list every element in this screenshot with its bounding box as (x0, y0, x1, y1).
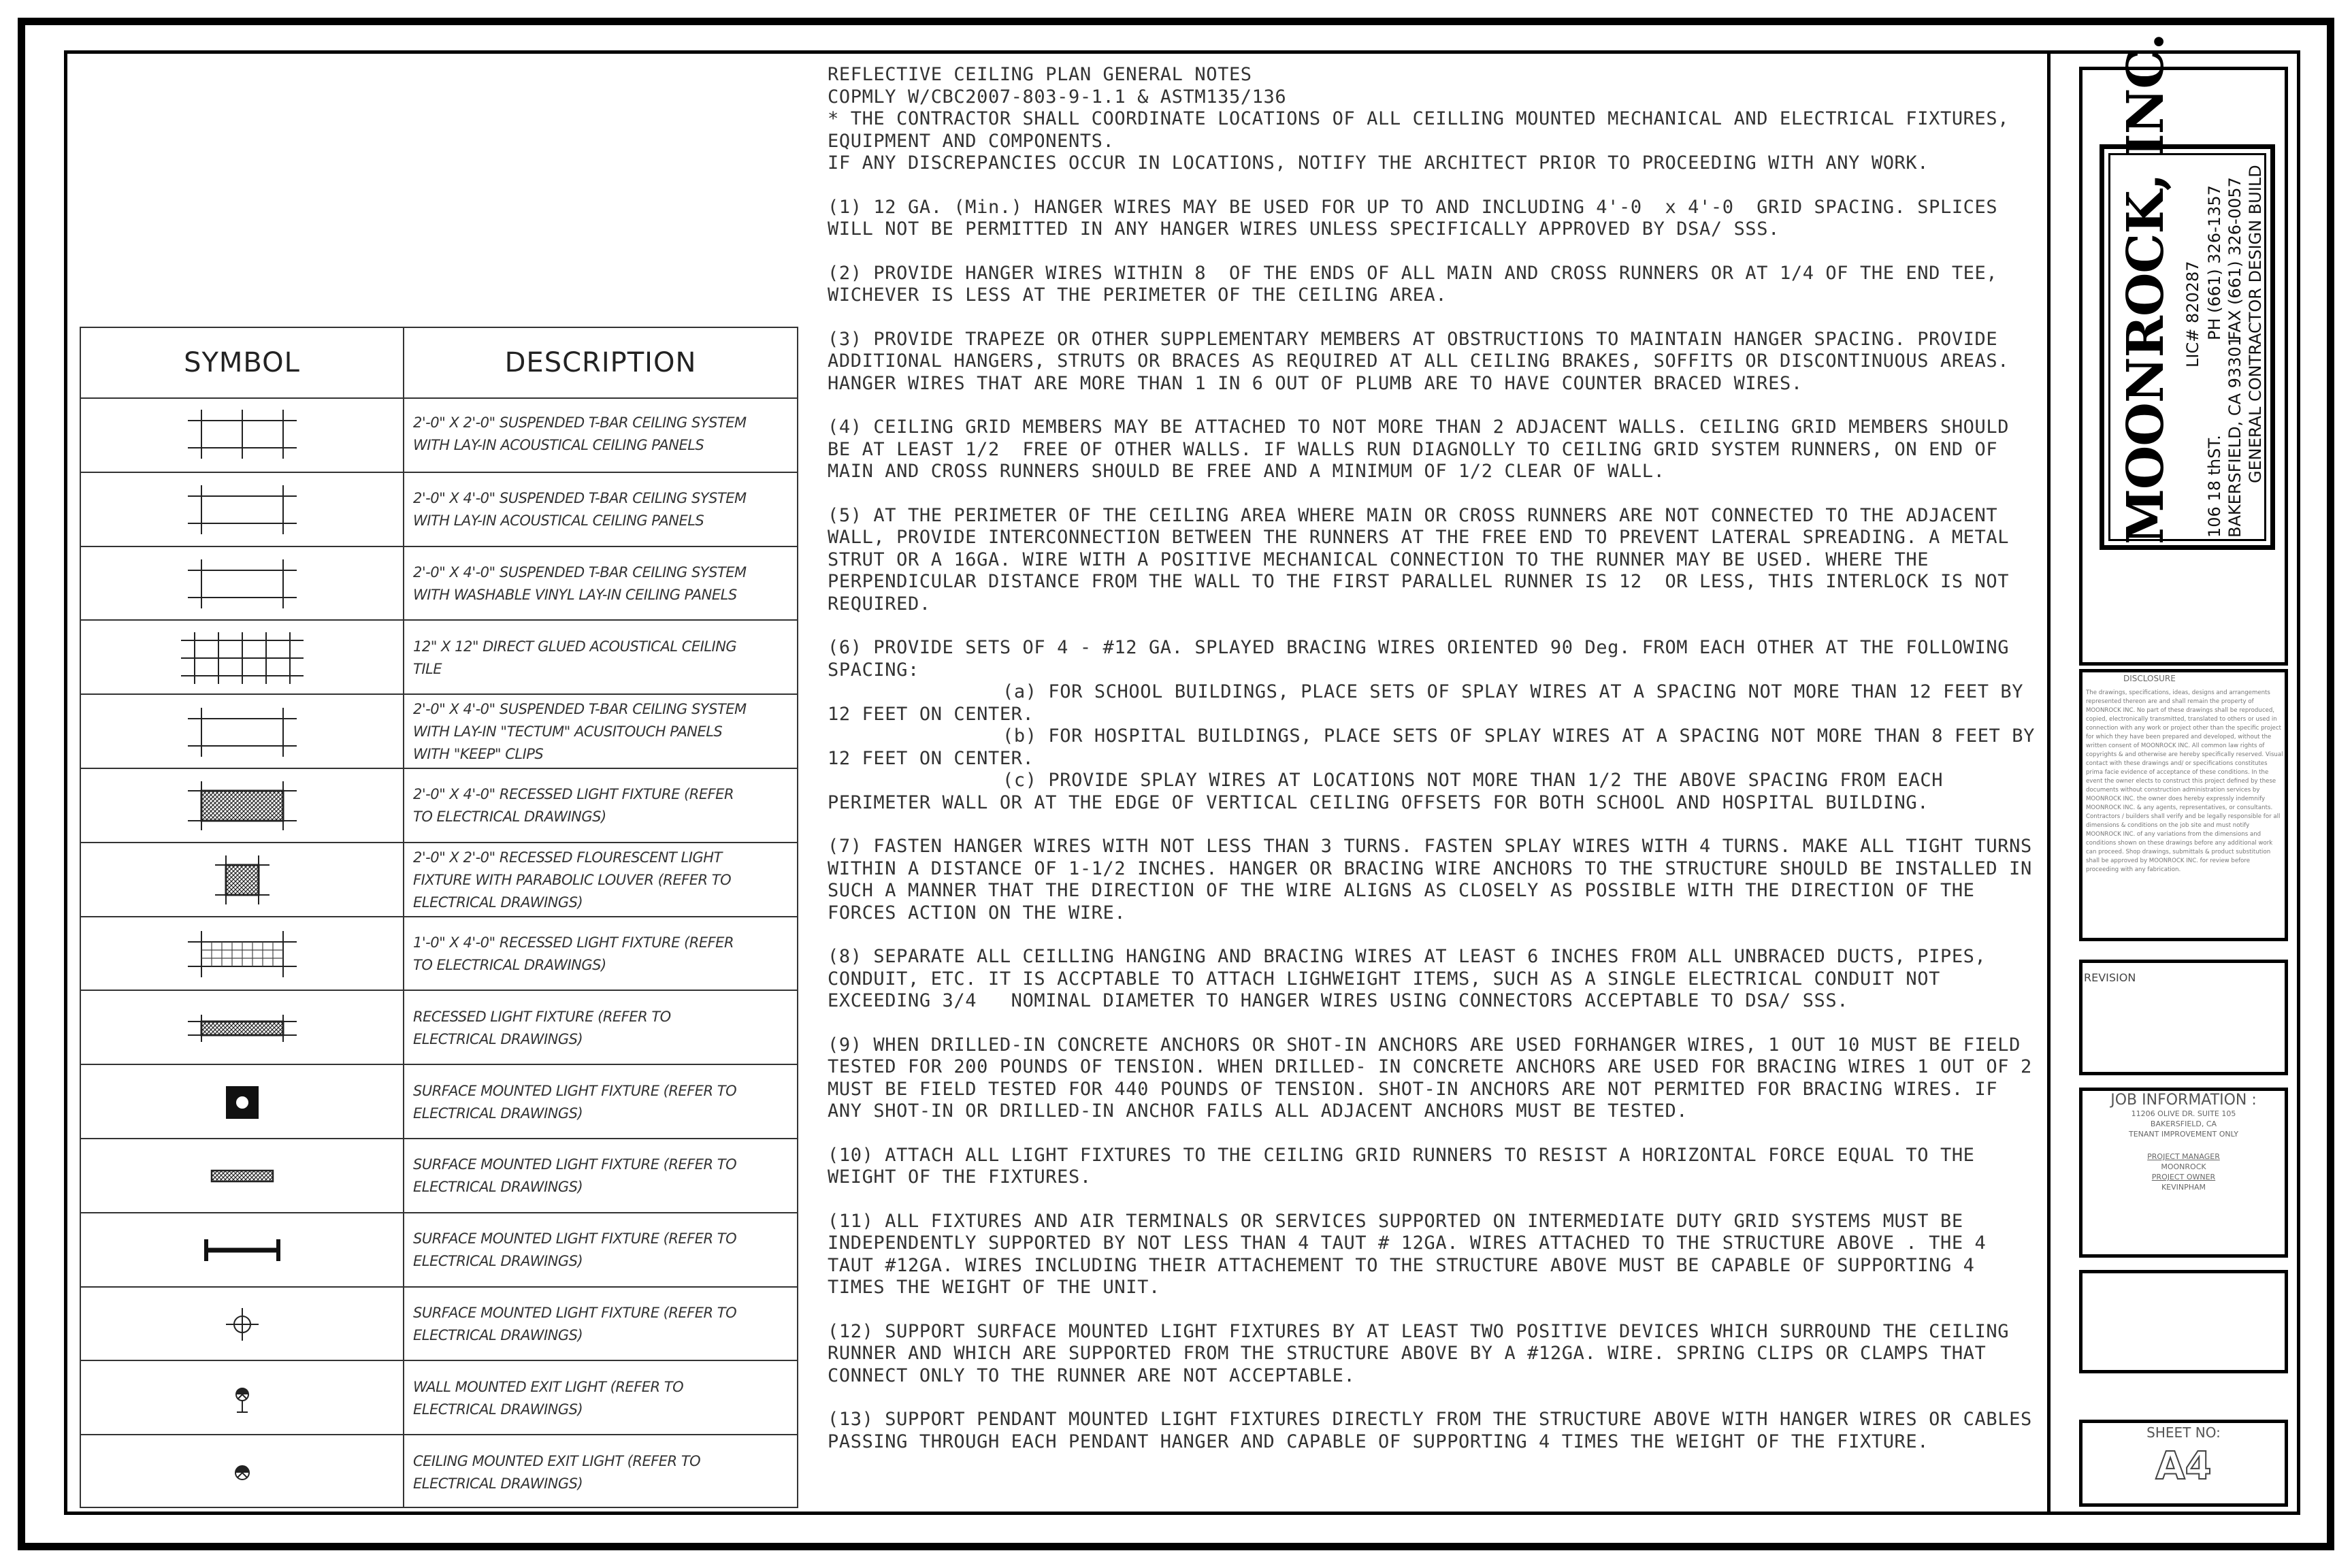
note-9: (9) WHEN DRILLED-IN CONCRETE ANCHORS OR SHOT-IN ANCHORS ARE USED FORHANGER WIRES, 1 OUT 10 MUST BE FIELD TESTED FOR 200 POUNDS OF TENSION. WHEN DRILLED- IN CONCRETE ANCHORS ARE USED FOR BRACING WIRES 1 OUT OF 2 MUST BE FIELD TESTED FOR 440 POUNDS OF TENSION. SHOT-IN ANCHORS ARE NOT PERMITED FOR BRACING WIRES. IF ANY SHOT-IN OR DRILLED-IN ANCHOR FAILS ALL ADJACENT ANCHORS MUST BE TESTED. (828, 1034, 2044, 1122)
company-license: LIC# 820287 (2183, 261, 2202, 368)
legend-description: WALL MOUNTED EXIT LIGHT (REFER TO ELECTRICAL DRAWINGS) (413, 1378, 684, 1418)
grid-2x4-ceiling-icon (81, 473, 403, 547)
company-fax: FAX (661) 326-0057 (2225, 177, 2244, 340)
company-address: 106 18 thST. (2205, 435, 2224, 538)
note-11: (11) ALL FIXTURES AND AIR TERMINALS OR SERVICES SUPPORTED ON INTERMEDIATE DUTY GRID SYSTEMS MUST BE INDEPENDENTLY SUPPORTED BY NOT LESS THAN 4 TAUT # 12GA. WIRES ATTACHED TO THE STRUCTURE ABOVE . THE 4 TAUT #12GA. WIRES INCLUDING THEIR ATTACHEMENT TO THE STRUCTURE ABOVE MUST BE CAPABLE OF SUPPORTING 4 TIMES THE WEIGHT OF THE UNIT. (828, 1210, 1998, 1298)
legend-description: 2'-0" X 4'-0" RECESSED LIGHT FIXTURE (REFER TO ELECTRICAL DRAWINGS) (413, 786, 734, 826)
wall-exit-light-icon (81, 1361, 403, 1435)
title-block-divider (2047, 52, 2051, 1514)
project-owner-label: PROJECT OWNER (2151, 1173, 2216, 1181)
legend-rows (81, 397, 797, 1508)
note-6a: (a) FOR SCHOOL BUILDINGS, PLACE SETS OF SPLAY WIRES AT A SPACING NOT MORE THAN 12 FEET BY 12 FEET ON CENTER. (828, 681, 2035, 725)
legend-description: CEILING MOUNTED EXIT LIGHT (REFER TO ELECTRICAL DRAWINGS) (413, 1452, 701, 1492)
legend-header-symbol: SYMBOL (81, 328, 403, 399)
note-6c: (c) PROVIDE SPLAY WIRES AT LOCATIONS NOT MORE THAN 1/2 THE ABOVE SPACING FROM EACH PERIMETER WALL OR AT THE EDGE OF VERTICAL CEILING OFFSETS FOR BOTH SCHOOL AND HOSPITAL BUILDING. (828, 770, 1955, 813)
note-3: (3) PROVIDE TRAPEZE OR OTHER SUPPLEMENTARY MEMBERS AT OBSTRUCTIONS TO MAINTAIN HANGER SPACING. PROVIDE ADDITIONAL HANGERS, STRUTS OR BRACES AS REQUIRED AT ALL CEILING BRAKES, SOFFITS OR DISCONTINUOUS AREAS. HANGER WIRES THAT ARE MORE THAN 1 IN 6 OUT OF PLUMB ARE TO HAVE COUNTER BRACED WIRES. (828, 328, 2021, 394)
notes-title: REFLECTIVE CEILING PLAN GENERAL NOTES (828, 64, 1252, 85)
disclosure-text: The drawings, specifications, ideas, designs and arrangements represented thereon are and shall remain the property of MOONROCK INC. No part of these drawings shall be reproduced, copied, electronically transmitted, translated to others or used in connection with any work or project other than the specific project for which they have been prepared and developed, without the written consent of MOONROCK INC. All common law rights of copyrights & and otherwise are hereby specifically reserved. Visual contact with these drawings and/ or specifications constitutes prima facie evidence of acceptance of these conditions. In the event the owner elects to construct this project defined by these documents without construction administration services by MOONROCK INC. the owner does hereby expressly indemnify MOONROCK INC. & any agents, representatives, or consultants. Contractors / builders shall verify and be legally responsible for all dimensions & conditions on the job site and must notify MOONROCK INC. of any variations from the dimensions and conditions shown on these drawings before any additional work can proceed. Shop drawings, submittals & product substitution shall be approved by MOONROCK INC. for review before proceeding with any fabrication. (2086, 689, 2283, 873)
legend-description: 1'-0" X 4'-0" RECESSED LIGHT FIXTURE (REFER TO ELECTRICAL DRAWINGS) (413, 934, 734, 973)
recessed-fixture-2x4-icon (81, 769, 403, 843)
legend-description: 2'-0" X 4'-0" SUSPENDED T-BAR CEILING SYSTEM WITH LAY-IN ACOUSTICAL CEILING PANELS (413, 490, 747, 529)
company-tagline: GENERAL CONTRACTOR DESIGN BUILD (2246, 165, 2265, 483)
grid-2x2-ceiling-icon (81, 397, 403, 472)
legend-description: 2'-0" X 4'-0" SUSPENDED T-BAR CEILING SYSTEM WITH LAY-IN "TECTUM" ACUSITOUCH PANELS WITH "KEEP" CLIPS (413, 701, 747, 763)
legend-description: SURFACE MOUNTED LIGHT FIXTURE (REFER TO ELECTRICAL DRAWINGS) (413, 1156, 737, 1196)
note-6b: (b) FOR HOSPITAL BUILDINGS, PLACE SETS OF SPLAY WIRES AT A SPACING NOT MORE THAN 8 FEET BY 12 FEET ON CENTER. (828, 725, 2046, 769)
symbol-legend-table (80, 327, 798, 1508)
legend-row (81, 1286, 797, 1362)
project-owner-name: KEVINPHAM (2161, 1183, 2206, 1192)
job-address-line-2: BAKERSFIELD, CA (2150, 1120, 2217, 1128)
note-4: (4) CEILING GRID MEMBERS MAY BE ATTACHED TO NOT MORE THAN 2 ADJACENT WALLS. CEILING GRID MEMBERS SHOULD BE AT LEAST 1/2 FREE OF OTHER WALLS. IF WALLS RUN DIAGNOLLY TO CEILING GRID SYSTEM RUNNERS, ON END OF MAIN AND CROSS RUNNERS SHOULD BE FREE AND A MINIMUM OF 1/2 CLEAR OF WALL. (828, 416, 2021, 482)
job-scope: TENANT IMPROVEMENT ONLY (2129, 1130, 2238, 1139)
recessed-fixture-1x4-icon (81, 917, 403, 992)
job-information-title: JOB INFORMATION : (2110, 1092, 2257, 1109)
surface-round-fixture-icon (81, 1288, 403, 1362)
surface-strip-fixture-icon (81, 1139, 403, 1213)
legend-row (81, 768, 797, 843)
legend-description: 2'-0" X 2'-0" RECESSED FLOURESCENT LIGHT FIXTURE WITH PARABOLIC LOUVER (REFER TO ELECTRICAL DRAWINGS) (413, 849, 732, 911)
legend-row (81, 693, 797, 769)
company-phone: PH (661) 326-1357 (2205, 185, 2224, 340)
grid-2x4-vinyl-ceiling-icon (81, 547, 403, 621)
surface-square-fixture-icon (81, 1065, 403, 1139)
legend-description: RECESSED LIGHT FIXTURE (REFER TO ELECTRICAL DRAWINGS) (413, 1008, 671, 1047)
note-6: (6) PROVIDE SETS OF 4 - #12 GA. SPLAYED BRACING WIRES ORIENTED 90 Deg. FROM EACH OTHER AT THE FOLLOWING SPACING: (828, 637, 2021, 681)
note-7: (7) FASTEN HANGER WIRES WITH NOT LESS THAN 3 TURNS. FASTEN SPLAY WIRES WITH 4 TURNS. MAKE ALL TIGHT TURNS WITHIN A DISTANCE OF 1-1/2 INCHES. HANGER OR BRACING WIRE ANCHORS TO THE STRUCTURE SHOULD BE INSTALLED IN SUCH A MANNER THAT THE DIRECTION OF THE WIRE ALIGNS AS CLOSELY AS POSSIBLE WITH THE DIRECTION OF THE FORCES ACTION ON THE WIRE. (828, 836, 2044, 924)
project-manager-name: MOONROCK (2161, 1162, 2206, 1171)
recessed-fixture-2x2-icon (81, 843, 403, 917)
legend-description: 2'-0" X 4'-0" SUSPENDED T-BAR CEILING SYSTEM WITH WASHABLE VINYL LAY-IN CEILING PANELS (413, 564, 747, 603)
legend-row (81, 916, 797, 992)
legend-description: SURFACE MOUNTED LIGHT FIXTURE (REFER TO ELECTRICAL DRAWINGS) (413, 1082, 737, 1122)
legend-row (81, 546, 797, 621)
note-5: (5) AT THE PERIMETER OF THE CEILING AREA WHERE MAIN OR CROSS RUNNERS ARE NOT CONNECTED TO THE ADJACENT WALL, PROVIDE INTERCONNECTION BETWEEN THE RUNNERS AT THE FREE END TO PREVENT LATERAL SPREADING. A METAL STRUT OR A 16GA. WIRE WITH A POSITIVE MECHANICAL CONNECTION TO THE RUNNER MAY BE USED. WHERE THE PERPENDICULAR DISTANCE FROM THE WALL TO THE FIRST PARALLEL RUNNER IS 12 OR LESS, THIS INTERLOCK IS NOT REQUIRED. (828, 504, 2021, 615)
legend-row (81, 472, 797, 547)
ceiling-exit-light-icon (81, 1435, 403, 1509)
sheet-number: A4 (2155, 1444, 2212, 1488)
legend-description: SURFACE MOUNTED LIGHT FIXTURE (REFER TO ELECTRICAL DRAWINGS) (413, 1230, 737, 1270)
notes-intro-1: * THE CONTRACTOR SHALL COORDINATE LOCATIONS OF ALL CEILLING MOUNTED MECHANICAL AND ELECTRICAL FIXTURES, EQUIPMENT AND COMPONENTS. (828, 108, 2021, 152)
legend-row (81, 990, 797, 1065)
title-block-blank-panel (2079, 1270, 2288, 1373)
sheet-number-label: SHEET NO: (2146, 1424, 2221, 1441)
job-information (2082, 1092, 2285, 1192)
revision-label: REVISION (2084, 971, 2136, 984)
company-name: MOONROCK, INC. (2117, 33, 2175, 544)
tile-12x12-icon (81, 621, 403, 695)
legend-row (81, 1064, 797, 1139)
legend-description: 12" X 12" DIRECT GLUED ACOUSTICAL CEILING TILE (413, 638, 737, 677)
general-notes (828, 64, 2046, 1507)
job-address-line-1: 11206 OLIVE DR. SUITE 105 (2131, 1109, 2236, 1118)
disclosure-title: DISCLOSURE (2123, 674, 2176, 683)
legend-description: SURFACE MOUNTED LIGHT FIXTURE (REFER TO ELECTRICAL DRAWINGS) (413, 1304, 737, 1343)
note-13: (13) SUPPORT PENDANT MOUNTED LIGHT FIXTURES DIRECTLY FROM THE STRUCTURE ABOVE WITH HANGER WIRES OR CABLES PASSING THROUGH EACH PENDANT HANGER AND CAPABLE OF SUPPORTING 4 TIMES THE WEIGHT OF THE FIXTURE. (828, 1409, 2044, 1452)
notes-intro-2: IF ANY DISCREPANCIES OCCUR IN LOCATIONS, NOTIFY THE ARCHITECT PRIOR TO PROCEEDING WITH ANY WORK. (828, 152, 1929, 174)
note-2: (2) PROVIDE HANGER WIRES WITHIN 8 OF THE ENDS OF ALL MAIN AND CROSS RUNNERS OR AT 1/4 OF THE END TEE, WICHEVER IS LESS AT THE PERIMETER OF THE CEILING AREA. (828, 262, 2010, 306)
note-8: (8) SEPARATE ALL CEILLING HANGING AND BRACING WIRES AT LEAST 6 INCHES FROM ALL UNBRACED DUCTS, PIPES, CONDUIT, ETC. IT IS ACCPTABLE TO ATTACH LIGHWEIGHT ITEMS, SUCH AS A SINGLE ELECTRICAL CONDUIT NOT EXCEEDING 3/4 NOMINAL DIAMETER TO HANGER WIRES USING CONNECTORS ACCEPTABLE TO DSA/ SSS. (828, 946, 1998, 1011)
legend-description: 2'-0" X 2'-0" SUSPENDED T-BAR CEILING SYSTEM WITH LAY-IN ACOUSTICAL CEILING PANELS (413, 414, 747, 454)
legend-row (81, 1434, 797, 1509)
grid-2x4-tectum-icon (81, 695, 403, 769)
surface-bar-fixture-icon (81, 1213, 403, 1288)
legend-row (81, 1360, 797, 1435)
legend-row (81, 1138, 797, 1213)
company-city: BAKERSFIELD, CA 93301 (2225, 336, 2244, 538)
project-manager-label: PROJECT MANAGER (2147, 1152, 2220, 1161)
legend-header-description: DESCRIPTION (404, 328, 797, 399)
legend-row (81, 397, 797, 472)
note-12: (12) SUPPORT SURFACE MOUNTED LIGHT FIXTURES BY AT LEAST TWO POSITIVE DEVICES WHICH SURROUND THE CEILING RUNNER AND WHICH ARE SUPPORTED FROM THE STRUCTURE ABOVE BY A #12GA. WIRE. SPRING CLIPS OR CLAMPS THAT CONNECT ONLY TO THE RUNNER ARE NOT ACCEPTABLE. (828, 1320, 2021, 1386)
legend-row (81, 1212, 797, 1288)
legend-row (81, 619, 797, 695)
note-10: (10) ATTACH ALL LIGHT FIXTURES TO THE CEILING GRID RUNNERS TO RESIST A HORIZONTAL FORCE EQUAL TO THE WEIGHT OF THE FIXTURES. (828, 1144, 1987, 1188)
notes-code-reference: COPMLY W/CBC2007-803-9-1.1 & ASTM135/136 (828, 86, 1287, 108)
note-1: (1) 12 GA. (Min.) HANGER WIRES MAY BE USED FOR UP TO AND INCLUDING 4'-0 x 4'-0 GRID SPACING. SPLICES WILL NOT BE PERMITTED IN ANY HANGER WIRES UNLESS SPECIFICALLY APPROVED BY DSA/ SSS. (828, 196, 2010, 240)
legend-row (81, 842, 797, 917)
recessed-fixture-strip-icon (81, 991, 403, 1065)
